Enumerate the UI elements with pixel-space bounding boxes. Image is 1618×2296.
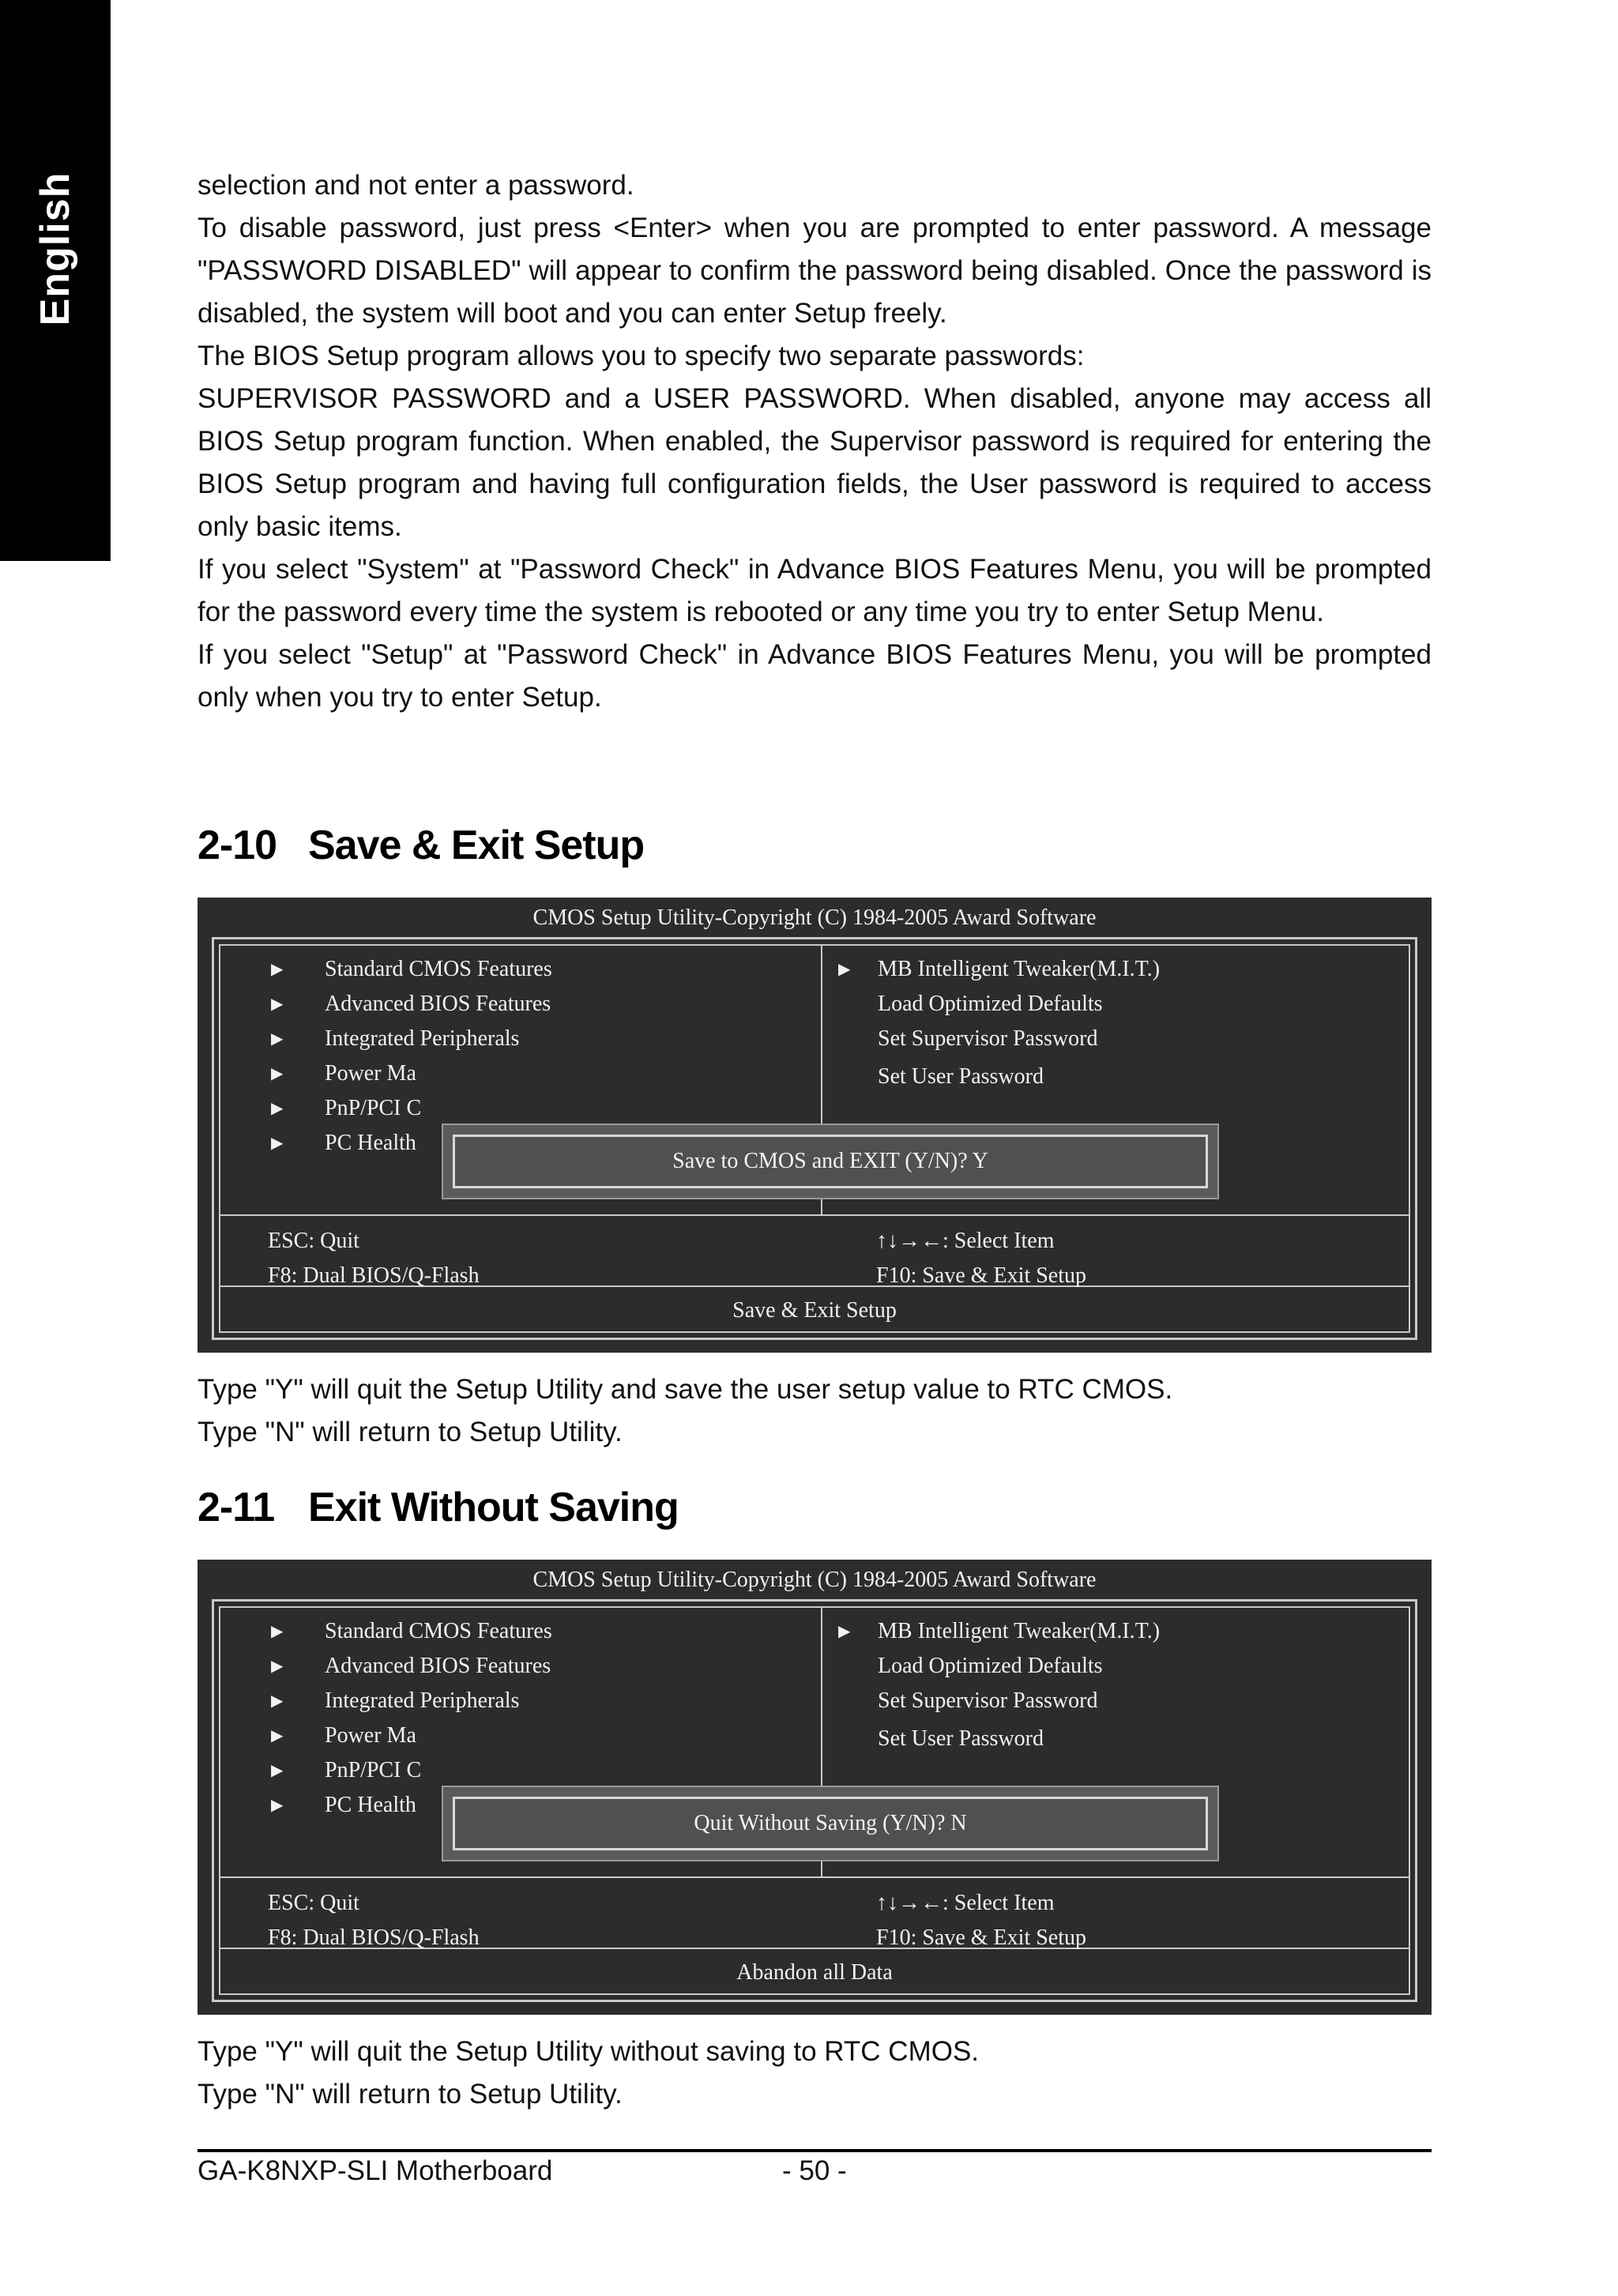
section-heading-exit-without-saving: [198, 1484, 679, 1531]
menu-item-mit[interactable]: MB Intelligent Tweaker(M.I.T.): [878, 957, 1161, 981]
intro-paragraph: To disable password, just press <Enter> when you are prompted to enter password. A message "PASSWORD DISABLED" will appear to confirm the password being disabled. Once the password is disabled, the system will boot and you can enter Setup freely.: [198, 213, 1432, 329]
menu-item-integrated-peripherals[interactable]: Integrated Peripherals: [325, 1026, 520, 1051]
submenu-arrow-icon: ▶: [271, 1762, 284, 1779]
key-help-esc: ESC: Quit: [268, 1229, 359, 1253]
language-tab: [0, 0, 111, 561]
note-line: Type "Y" will quit the Setup Utility and save the user setup value to RTC CMOS.: [198, 1374, 1173, 1405]
menu-item-set-supervisor-password[interactable]: Set Supervisor Password: [878, 1026, 1098, 1051]
note-line: Type "Y" will quit the Setup Utility without saving to RTC CMOS.: [198, 2036, 980, 2067]
key-help-arrows: ↑↓→←: Select Item: [876, 1229, 1055, 1253]
key-help-arrows: ↑↓→←: Select Item: [876, 1891, 1055, 1915]
menu-item-standard-cmos[interactable]: Standard CMOS Features: [325, 1619, 552, 1643]
intro-paragraph: SUPERVISOR PASSWORD and a USER PASSWORD. When disabled, anyone may access all BIOS Setup program function. When enabled, the Supervisor password is required for entering the BIOS Setup program and having full configuration fields, the User password is required to access only basic items.: [198, 383, 1432, 542]
menu-item-pc-health[interactable]: PC Health: [325, 1131, 416, 1155]
submenu-arrow-icon: ▶: [271, 961, 284, 978]
submenu-arrow-icon: ▶: [838, 961, 851, 978]
note-line: Type "N" will return to Setup Utility.: [198, 1417, 623, 1447]
page-number: - 50 -: [782, 2155, 847, 2186]
menu-item-set-user-password[interactable]: Set User Password: [878, 1064, 1044, 1089]
confirm-dialog[interactable]: [442, 1124, 1219, 1199]
bios-screen-save-exit: [198, 898, 1432, 1353]
section-number: 2-11: [198, 1485, 275, 1530]
menu-item-load-optimized[interactable]: Load Optimized Defaults: [878, 992, 1103, 1016]
section-title: Exit Without Saving: [308, 1485, 679, 1530]
menu-item-load-optimized[interactable]: Load Optimized Defaults: [878, 1654, 1103, 1678]
section-number: 2-10: [198, 822, 277, 868]
menu-item-pnp-pci[interactable]: PnP/PCI C: [325, 1758, 422, 1782]
menu-item-pnp-pci[interactable]: PnP/PCI C: [325, 1096, 422, 1120]
menu-item-advanced-bios[interactable]: Advanced BIOS Features: [325, 992, 551, 1016]
intro-paragraph: selection and not enter a password.: [198, 170, 634, 201]
submenu-arrow-icon: ▶: [271, 1692, 284, 1710]
submenu-arrow-icon: ▶: [271, 1030, 284, 1048]
footer-rule: [198, 2149, 1432, 2152]
menu-item-set-user-password[interactable]: Set User Password: [878, 1726, 1044, 1751]
submenu-arrow-icon: ▶: [271, 1623, 284, 1640]
bios-status-line: Save & Exit Setup: [732, 1298, 897, 1323]
confirm-dialog-prompt[interactable]: Quit Without Saving (Y/N)? N: [453, 1797, 1208, 1850]
intro-paragraph: If you select "Setup" at "Password Check" in Advance BIOS Features Menu, you will be prompted only when you try to enter Setup.: [198, 639, 1432, 713]
menu-item-set-supervisor-password[interactable]: Set Supervisor Password: [878, 1688, 1098, 1713]
key-help-f8: F8: Dual BIOS/Q-Flash: [268, 1925, 480, 1950]
section-title: Save & Exit Setup: [308, 822, 645, 868]
key-help-f10: F10: Save & Exit Setup: [876, 1263, 1086, 1288]
submenu-arrow-icon: ▶: [271, 1135, 284, 1152]
key-help-esc: ESC: Quit: [268, 1891, 359, 1915]
submenu-arrow-icon: ▶: [271, 1658, 284, 1675]
menu-item-mit[interactable]: MB Intelligent Tweaker(M.I.T.): [878, 1619, 1161, 1643]
bios-frame: [212, 937, 1417, 1340]
language-tab-label: English: [32, 171, 78, 326]
confirm-dialog[interactable]: [442, 1786, 1219, 1861]
submenu-arrow-icon: ▶: [271, 1797, 284, 1814]
bios-status-line: Abandon all Data: [736, 1960, 893, 1985]
submenu-arrow-icon: ▶: [271, 1065, 284, 1082]
key-help-f8: F8: Dual BIOS/Q-Flash: [268, 1263, 480, 1288]
bios-frame: [212, 1599, 1417, 2002]
menu-item-integrated-peripherals[interactable]: Integrated Peripherals: [325, 1688, 520, 1713]
intro-paragraph: The BIOS Setup program allows you to specify two separate passwords:: [198, 341, 1085, 371]
intro-text: [198, 164, 1432, 719]
menu-item-advanced-bios[interactable]: Advanced BIOS Features: [325, 1654, 551, 1678]
menu-item-standard-cmos[interactable]: Standard CMOS Features: [325, 957, 552, 981]
bios-screen-exit-without-saving: [198, 1560, 1432, 2015]
menu-item-power-management[interactable]: Power Ma: [325, 1061, 416, 1086]
note-line: Type "N" will return to Setup Utility.: [198, 2079, 623, 2110]
submenu-arrow-icon: ▶: [271, 996, 284, 1013]
menu-item-pc-health[interactable]: PC Health: [325, 1793, 416, 1817]
bios-title: CMOS Setup Utility-Copyright (C) 1984-2005 Award Software: [532, 905, 1097, 930]
section-heading-save-exit: [198, 822, 644, 869]
submenu-arrow-icon: ▶: [838, 1623, 851, 1640]
confirm-dialog-prompt[interactable]: Save to CMOS and EXIT (Y/N)? Y: [453, 1135, 1208, 1188]
menu-item-power-management[interactable]: Power Ma: [325, 1723, 416, 1748]
submenu-arrow-icon: ▶: [271, 1100, 284, 1117]
notes-save-exit: [198, 1368, 1432, 1454]
bios-title: CMOS Setup Utility-Copyright (C) 1984-2005 Award Software: [532, 1568, 1097, 1592]
intro-paragraph: If you select "System" at "Password Check" in Advance BIOS Features Menu, you will be prompted for the password every time the system is rebooted or any time you try to enter Setup Menu.: [198, 554, 1432, 627]
footer-model: GA-K8NXP-SLI Motherboard: [198, 2155, 553, 2186]
key-help-f10: F10: Save & Exit Setup: [876, 1925, 1086, 1950]
submenu-arrow-icon: ▶: [271, 1727, 284, 1745]
notes-exit-without-saving: [198, 2031, 1432, 2116]
